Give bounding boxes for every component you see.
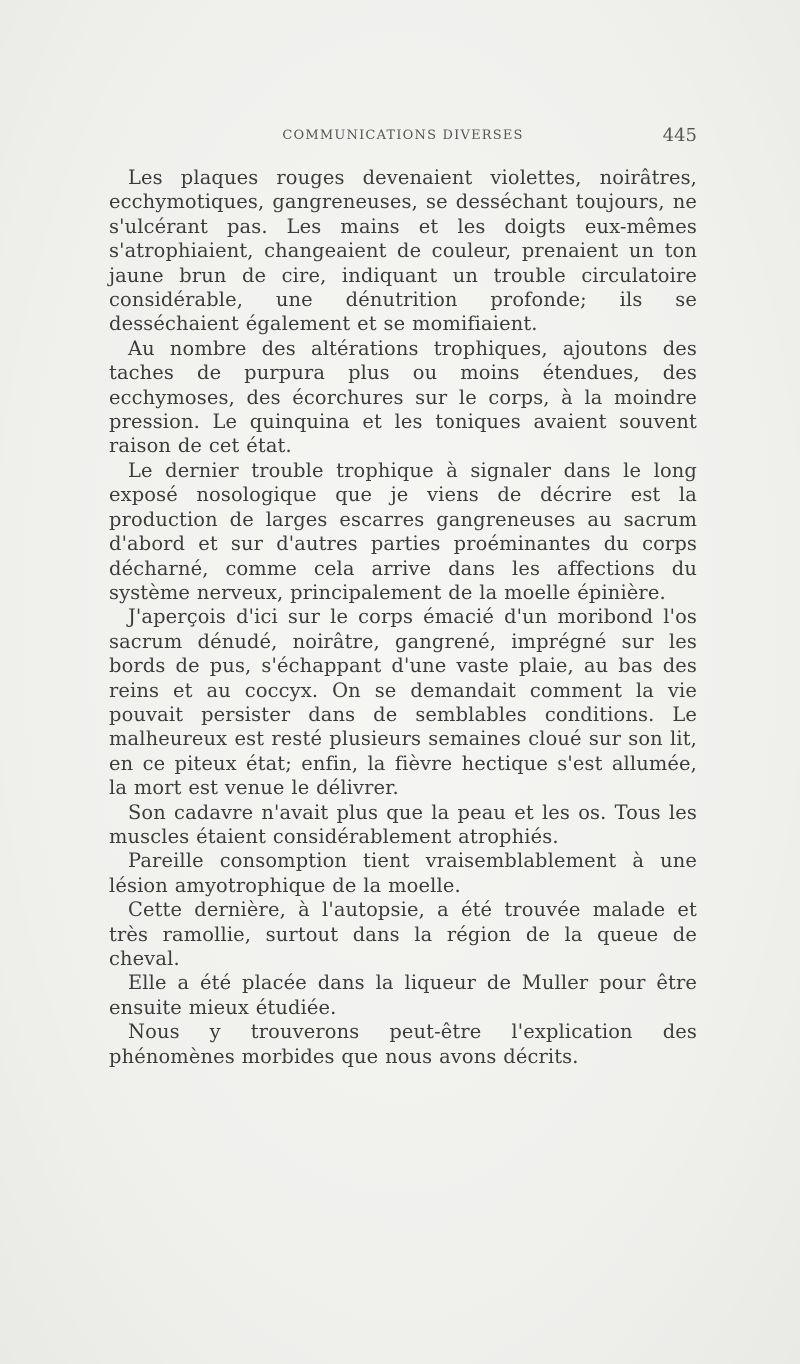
paragraph: Son cadavre n'avait plus que la peau et les os. Tous les muscles étaient considérablement atrophiés. — [109, 800, 697, 848]
paragraph: Cette dernière, à l'autopsie, a été trouvée malade et très ramollie, surtout dans la région de la queue de cheval. — [109, 898, 697, 970]
page-number: 445 — [662, 125, 697, 146]
running-title: COMMUNICATIONS DIVERSES — [282, 128, 524, 143]
paragraph: Elle a été placée dans la liqueur de Muller pour être ensuite mieux étudiée. — [109, 971, 697, 1019]
paragraph: Les plaques rouges devenaient violettes, noirâtres, ecchymotiques, gangreneuses, se desséchant toujours, ne s'ulcérant pas. Les mains et les doigts eux-mêmes s'atrophiaient, changeaient de couleur, prenaient un ton jaune brun de cire, indiquant un trouble circulatoire considérable, une dénutrition profonde; ils se desséchaient également et se momifiaient. — [109, 166, 697, 336]
paragraph: Pareille consomption tient vraisemblablement à une lésion amyotrophique de la moelle. — [109, 849, 697, 897]
paragraph: J'aperçois d'ici sur le corps émacié d'un moribond l'os sacrum dénudé, noirâtre, gangrené, imprégné sur les bords de pus, s'échappant d'une vaste plaie, au bas des reins et au coccyx. On se demandait comment la vie pouvait persister dans de semblables conditions. Le malheureux est resté plusieurs semaines cloué sur son lit, en ce piteux état; enfin, la fièvre hectique s'est allumée, la mort est venue le délivrer. — [109, 605, 697, 800]
running-head — [109, 125, 697, 152]
paragraph: Le dernier trouble trophique à signaler dans le long exposé nosologique que je viens de décrire est la production de larges escarres gangreneuses au sacrum d'abord et sur d'autres parties proéminantes du corps décharné, comme cela arrive dans les affections du système nerveux, principalement de la moelle épinière. — [109, 458, 697, 604]
paragraph: Nous y trouverons peut-être l'explication des phénomènes morbides que nous avons décrits. — [109, 1020, 697, 1068]
body-text — [109, 166, 697, 1069]
paragraph: Au nombre des altérations trophiques, ajoutons des taches de purpura plus ou moins étendues, des ecchymoses, des écorchures sur le corps, à la moindre pression. Le quinquina et les toniques avaient souvent raison de cet état. — [109, 336, 697, 458]
